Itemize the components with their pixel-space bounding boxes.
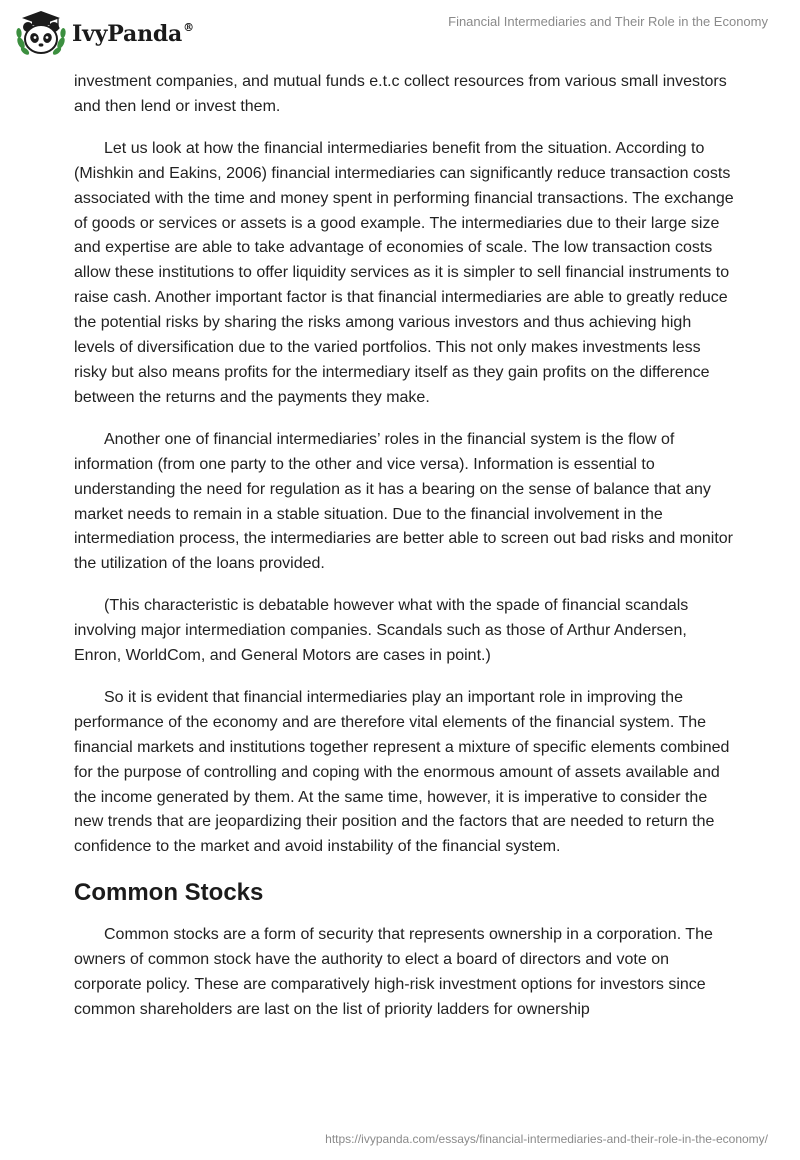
paragraph: Let us look at how the financial intermediaries benefit from the situation. According to (Mishkin and Eakins, 2006) financial intermediaries can significantly reduce transaction costs associated with the time and money spent in performing financial transactions. The exchange of goods or services or assets is a good example. The intermediaries due to their large size and expertise are able to take advantage of economies of scale. The low transaction costs allow these institutions to offer liquidity services as it is simpler to sell financial instruments to raise cash. Another important factor is that financial intermediaries are able to greatly reduce the potential risks by sharing the risks among various investors and thus achieving high levels of diversification due to the varied portfolios. This not only makes investments less risky but also means profits for the intermediary itself as they gain profits on the difference between the returns and the payments they make.	[74, 139, 734, 406]
registered-mark: ®	[183, 20, 194, 34]
document-title: Financial Intermediaries and Their Role in the Economy	[448, 14, 768, 29]
ivypanda-logo[interactable]	[14, 7, 194, 59]
page-header	[0, 0, 800, 70]
paragraph: Another one of financial intermediaries’ roles in the financial system is the flow of information (from one party to the other and vice versa). Information is essential to understanding the need for regulation as it has a bearing on the sense of balance that any market needs to remain in a stable situation. Due to the financial involvement in the intermediation process, the intermediaries are better able to screen out bad risks and monitor the utilization of the loans provided.	[74, 430, 734, 573]
essay-content	[74, 70, 734, 1040]
paragraph-continued: investment companies, and mutual funds e.t.c collect resources from various small investors and then lend or invest them.	[74, 73, 727, 115]
paragraph: So it is evident that financial intermediaries play an important role in improving the performance of the economy and are therefore vital elements of the financial system. The financial markets and institutions together represent a mixture of specific elements combined for the purpose of controlling and coping with the enormous amount of assets available and the income generated by them. At the same time, however, it is imperative to consider the new trends that are jeopardizing their position and the factors that are needed to return the confidence to the market and avoid instability of the financial system.	[74, 688, 730, 856]
logo-wordmark: IvyPanda®	[72, 20, 194, 47]
paragraph: (This characteristic is debatable however what with the spade of financial scandals involving major intermediation companies. Scandals such as those of Arthur Andersen, Enron, WorldCom, and General Motors are cases in point.)	[74, 597, 689, 665]
panda-logo-icon	[14, 7, 68, 59]
section-heading: Common Stocks	[74, 879, 264, 907]
source-url[interactable]: https://ivypanda.com/essays/financial-intermediaries-and-their-role-in-the-economy/	[325, 1132, 768, 1146]
section-paragraph: Common stocks are a form of security that represents ownership in a corporation. The owners of common stock have the authority to elect a board of directors and vote on corporate policy. These are comparatively high-risk investment options for investors since common shareholders are last on the list of priority ladders for ownership	[74, 926, 713, 1018]
